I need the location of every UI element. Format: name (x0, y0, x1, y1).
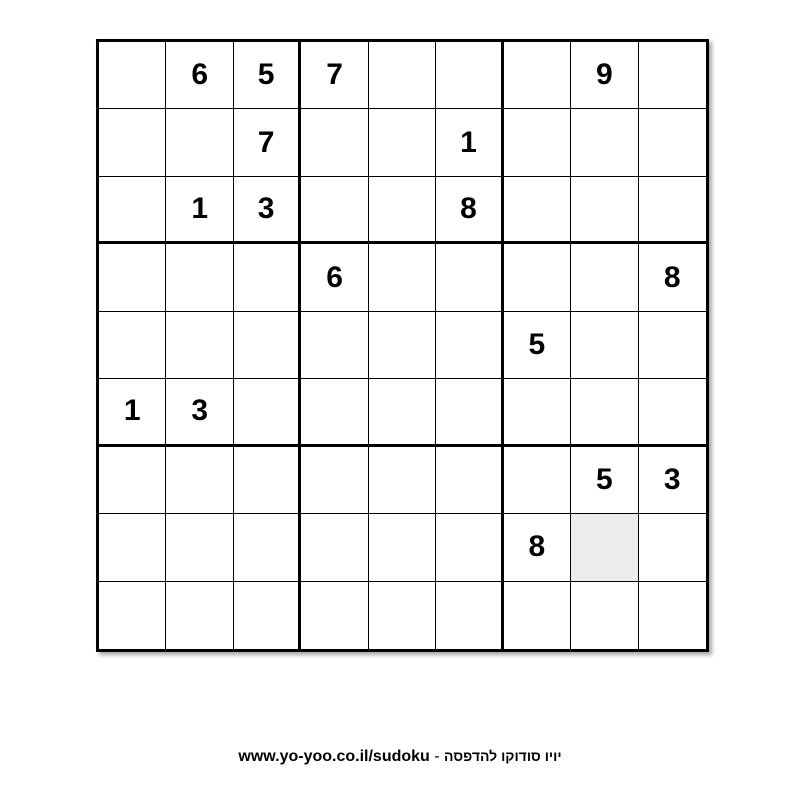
sudoku-cell-r9-c7[interactable] (504, 582, 571, 649)
sudoku-cell-r1-c2[interactable]: 6 (166, 42, 233, 109)
sudoku-cell-r4-c6[interactable] (436, 244, 503, 311)
sudoku-cell-r2-c9[interactable] (639, 109, 706, 176)
sudoku-cell-r5-c8[interactable] (571, 312, 638, 379)
footer-caption: יויו סודוקו להדפסה (444, 748, 562, 764)
sudoku-cell-r9-c8[interactable] (571, 582, 638, 649)
sudoku-cell-r5-c7[interactable]: 5 (504, 312, 571, 379)
sudoku-cell-r6-c3[interactable] (234, 379, 301, 446)
sudoku-cell-r3-c1[interactable] (99, 177, 166, 244)
sudoku-cell-r7-c9[interactable]: 3 (639, 447, 706, 514)
sudoku-cell-r9-c6[interactable] (436, 582, 503, 649)
sudoku-cell-r8-c3[interactable] (234, 514, 301, 581)
sudoku-cell-r6-c7[interactable] (504, 379, 571, 446)
sudoku-cell-r1-c8[interactable]: 9 (571, 42, 638, 109)
sudoku-cell-r3-c5[interactable] (369, 177, 436, 244)
sudoku-cell-r5-c3[interactable] (234, 312, 301, 379)
sudoku-cell-r9-c5[interactable] (369, 582, 436, 649)
sudoku-cell-r1-c3[interactable]: 5 (234, 42, 301, 109)
sudoku-cell-r5-c6[interactable] (436, 312, 503, 379)
sudoku-cell-r1-c9[interactable] (639, 42, 706, 109)
sudoku-cell-r2-c2[interactable] (166, 109, 233, 176)
site-url[interactable]: www.yo-yoo.co.il/sudoku (238, 748, 430, 765)
sudoku-cell-r4-c8[interactable] (571, 244, 638, 311)
sudoku-cell-r5-c2[interactable] (166, 312, 233, 379)
footer (0, 748, 800, 766)
sudoku-cell-r4-c3[interactable] (234, 244, 301, 311)
sudoku-cell-r3-c2[interactable]: 1 (166, 177, 233, 244)
sudoku-cell-r2-c1[interactable] (99, 109, 166, 176)
sudoku-cell-r6-c6[interactable] (436, 379, 503, 446)
sudoku-cell-r3-c7[interactable] (504, 177, 571, 244)
sudoku-cell-r8-c5[interactable] (369, 514, 436, 581)
sudoku-cell-r7-c5[interactable] (369, 447, 436, 514)
sudoku-cell-r2-c8[interactable] (571, 109, 638, 176)
sudoku-cell-r1-c5[interactable] (369, 42, 436, 109)
sudoku-cell-r9-c3[interactable] (234, 582, 301, 649)
sudoku-cell-r6-c9[interactable] (639, 379, 706, 446)
sudoku-cell-r9-c2[interactable] (166, 582, 233, 649)
sudoku-cell-r6-c1[interactable]: 1 (99, 379, 166, 446)
sudoku-cell-r1-c7[interactable] (504, 42, 571, 109)
sudoku-cell-r2-c4[interactable] (301, 109, 368, 176)
sudoku-cell-r7-c8[interactable]: 5 (571, 447, 638, 514)
sudoku-cell-r8-c6[interactable] (436, 514, 503, 581)
footer-separator: - (429, 748, 445, 765)
sudoku-cell-r6-c4[interactable] (301, 379, 368, 446)
sudoku-cell-r4-c1[interactable] (99, 244, 166, 311)
sudoku-cell-r7-c1[interactable] (99, 447, 166, 514)
sudoku-cell-r7-c4[interactable] (301, 447, 368, 514)
sudoku-cell-r7-c2[interactable] (166, 447, 233, 514)
sudoku-cell-r1-c1[interactable] (99, 42, 166, 109)
sudoku-cell-r7-c3[interactable] (234, 447, 301, 514)
sudoku-cell-r8-c8[interactable] (571, 514, 638, 581)
sudoku-cell-r8-c9[interactable] (639, 514, 706, 581)
sudoku-cell-r7-c7[interactable] (504, 447, 571, 514)
sudoku-cell-r7-c6[interactable] (436, 447, 503, 514)
sudoku-cell-r1-c6[interactable] (436, 42, 503, 109)
sudoku-cell-r8-c2[interactable] (166, 514, 233, 581)
sudoku-cell-r4-c7[interactable] (504, 244, 571, 311)
sudoku-cell-r6-c8[interactable] (571, 379, 638, 446)
sudoku-cell-r6-c2[interactable]: 3 (166, 379, 233, 446)
sudoku-cell-r1-c4[interactable]: 7 (301, 42, 368, 109)
sudoku-cell-r4-c2[interactable] (166, 244, 233, 311)
sudoku-cell-r5-c9[interactable] (639, 312, 706, 379)
sudoku-cell-r5-c4[interactable] (301, 312, 368, 379)
sudoku-cell-r2-c6[interactable]: 1 (436, 109, 503, 176)
sudoku-cell-r2-c3[interactable]: 7 (234, 109, 301, 176)
sudoku-cell-r4-c5[interactable] (369, 244, 436, 311)
sudoku-cell-r5-c1[interactable] (99, 312, 166, 379)
sudoku-cell-r2-c5[interactable] (369, 109, 436, 176)
sudoku-cell-r4-c9[interactable]: 8 (639, 244, 706, 311)
sudoku-cell-r5-c5[interactable] (369, 312, 436, 379)
sudoku-cell-r3-c9[interactable] (639, 177, 706, 244)
sudoku-cell-r4-c4[interactable]: 6 (301, 244, 368, 311)
sudoku-cell-r9-c9[interactable] (639, 582, 706, 649)
sudoku-cell-r3-c3[interactable]: 3 (234, 177, 301, 244)
sudoku-cell-r2-c7[interactable] (504, 109, 571, 176)
sudoku-cell-r9-c1[interactable] (99, 582, 166, 649)
sudoku-cell-r6-c5[interactable] (369, 379, 436, 446)
sudoku-cell-r3-c4[interactable] (301, 177, 368, 244)
sudoku-cell-r9-c4[interactable] (301, 582, 368, 649)
sudoku-board (96, 39, 709, 652)
sudoku-cell-r3-c6[interactable]: 8 (436, 177, 503, 244)
sudoku-cell-r8-c7[interactable]: 8 (504, 514, 571, 581)
sudoku-cell-r3-c8[interactable] (571, 177, 638, 244)
sudoku-cell-r8-c4[interactable] (301, 514, 368, 581)
sudoku-cell-r8-c1[interactable] (99, 514, 166, 581)
